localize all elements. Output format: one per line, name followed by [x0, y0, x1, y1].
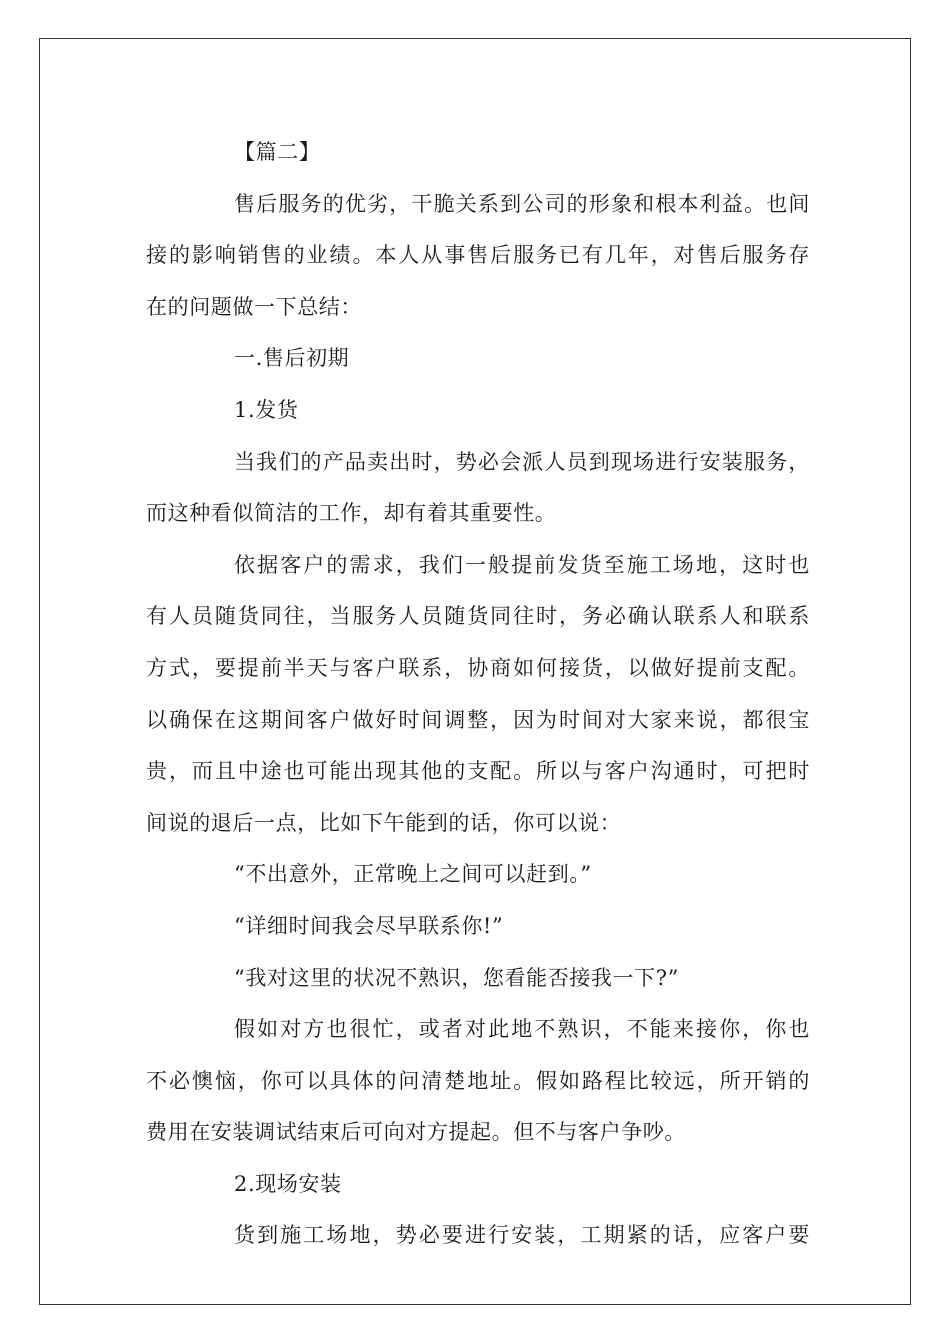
text-line-4: 在的问题做一下总结： — [146, 294, 362, 319]
text-line-10: 有人员随货同往，当服务人员随货同往时，务必确认联系人和联系 — [146, 604, 810, 629]
quote-line-1: “不出意外，正常晚上之间可以赶到。” — [234, 862, 592, 887]
text-line-8: 而这种看似简洁的工作，却有着其重要性。 — [146, 501, 557, 526]
quote-line-3: “我对这里的状况不熟识，您看能否接我一下?” — [234, 965, 679, 990]
subsection-heading: 1.发货 — [234, 397, 299, 422]
text-line-13: 贵，而且中途也可能出现其他的支配。所以与客户沟通时，可把时 — [146, 759, 810, 784]
text-line-22: 货到施工场地，势必要进行安装，工期紧的话，应客户要 — [234, 1223, 810, 1248]
text-line-1: 【篇二】 — [234, 140, 321, 164]
text-line-9: 依据客户的需求，我们一般提前发货至施工场地，这时也 — [234, 552, 810, 577]
section-heading: 一.售后初期 — [234, 346, 350, 371]
text-line-3: 接的影响销售的业绩。本人从事售后服务已有几年，对售后服务存 — [146, 243, 810, 268]
text-line-11: 方式，要提前半天与客户联系，协商如何接货，以做好提前支配。 — [146, 655, 810, 680]
text-line-18: 假如对方也很忙，或者对此地不熟识，不能来接你，你也 — [234, 1017, 810, 1042]
text-line-14: 间说的退后一点，比如下午能到的话，你可以说： — [146, 810, 622, 835]
quote-line-2: “详细时间我会尽早联系你!” — [234, 913, 504, 938]
text-line-2: 售后服务的优劣，干脆关系到公司的形象和根本利益。也间 — [234, 191, 810, 216]
text-line-20: 费用在安装调试结束后可向对方提起。但不与客户争吵。 — [146, 1120, 686, 1145]
subsection-heading-2: 2.现场安装 — [234, 1171, 342, 1196]
text-line-19: 不必懊恼，你可以具体的问清楚地址。假如路程比较远，所开销的 — [146, 1068, 810, 1093]
document-body — [146, 127, 810, 1262]
text-line-12: 以确保在这期间客户做好时间调整，因为时间对大家来说，都很宝 — [146, 707, 810, 732]
text-line-7: 当我们的产品卖出时，势必会派人员到现场进行安装服务， — [234, 449, 810, 474]
